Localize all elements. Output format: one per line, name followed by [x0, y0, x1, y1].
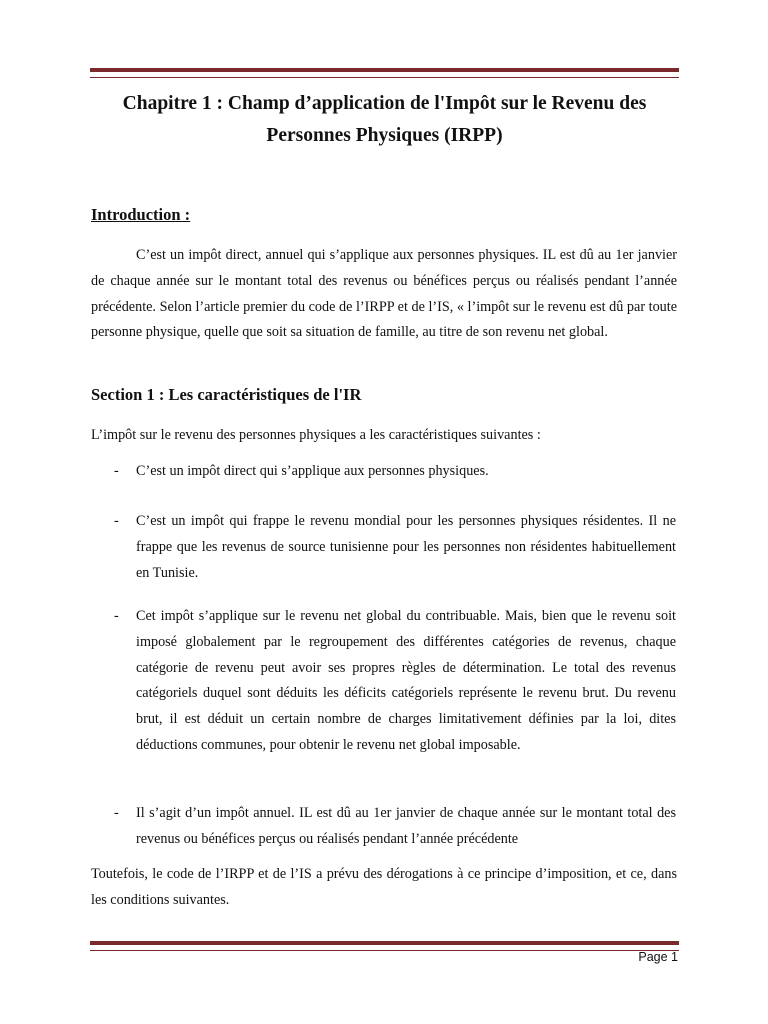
list-bullet: -: [114, 463, 119, 479]
chapter-title-line-2: Personnes Physiques (IRPP): [266, 125, 503, 146]
list-item-text: Il s’agit d’un impôt annuel. IL est dû au 1er janvier de chaque année sur le montant total des revenus ou bénéfices perçus ou réalisés pendant l’année précédente: [136, 805, 676, 847]
list-item-text: Cet impôt s’applique sur le revenu net global du contribuable. Mais, bien que le revenu soit imposé globalement par le regroupement des différentes catégories de revenus, chaque catégorie de revenu peut avoir ses propres règles de détermination. Le total des revenus catégoriels duquel sont déduits les déficits catégoriels représente le revenu brut. Du revenu brut, il est déduit un certain nombre de charges limitativement définies par la loi, dites déductions communes, pour obtenir le revenu net global imposable.: [136, 608, 676, 753]
list-bullet: -: [114, 513, 119, 529]
introduction-paragraph: C’est un impôt direct, annuel qui s’applique aux personnes physiques. IL est dû au 1er janvier de chaque année sur le montant total des revenus ou bénéfices perçus ou réalisés pendant l’année précédente. Selon l’article premier du code de l’IRPP et de l’IS, « l’impôt sur le revenu est dû par toute personne physique, quelle que soit sa situation de famille, au titre de son revenu net global.: [91, 247, 677, 341]
conclusion-paragraph: Toutefois, le code de l’IRPP et de l’IS a prévu des dérogations à ce principe d’imposition, et ce, dans les conditions suivantes.: [91, 866, 677, 908]
page-number: Page 1: [638, 950, 678, 964]
list-bullet: -: [114, 608, 119, 624]
introduction-heading: Introduction :: [91, 205, 191, 224]
section-1-intro: L’impôt sur le revenu des personnes physiques a les caractéristiques suivantes :: [91, 427, 541, 443]
list-item-text: C’est un impôt direct qui s’applique aux personnes physiques.: [136, 463, 489, 479]
list-item-text: C’est un impôt qui frappe le revenu mondial pour les personnes physiques résidentes. Il ne frappe que les revenus de source tunisienne pour les personnes non résidentes habituellement en Tunisie.: [136, 513, 676, 581]
chapter-title-line-1: Chapitre 1 : Champ d’application de l'Impôt sur le Revenu des: [122, 93, 647, 114]
footer-rule: [90, 941, 679, 951]
section-1-heading: Section 1 : Les caractéristiques de l'IR: [91, 385, 362, 404]
list-bullet: -: [114, 805, 119, 821]
header-rule: [90, 68, 679, 78]
chapter-title: [90, 88, 679, 152]
